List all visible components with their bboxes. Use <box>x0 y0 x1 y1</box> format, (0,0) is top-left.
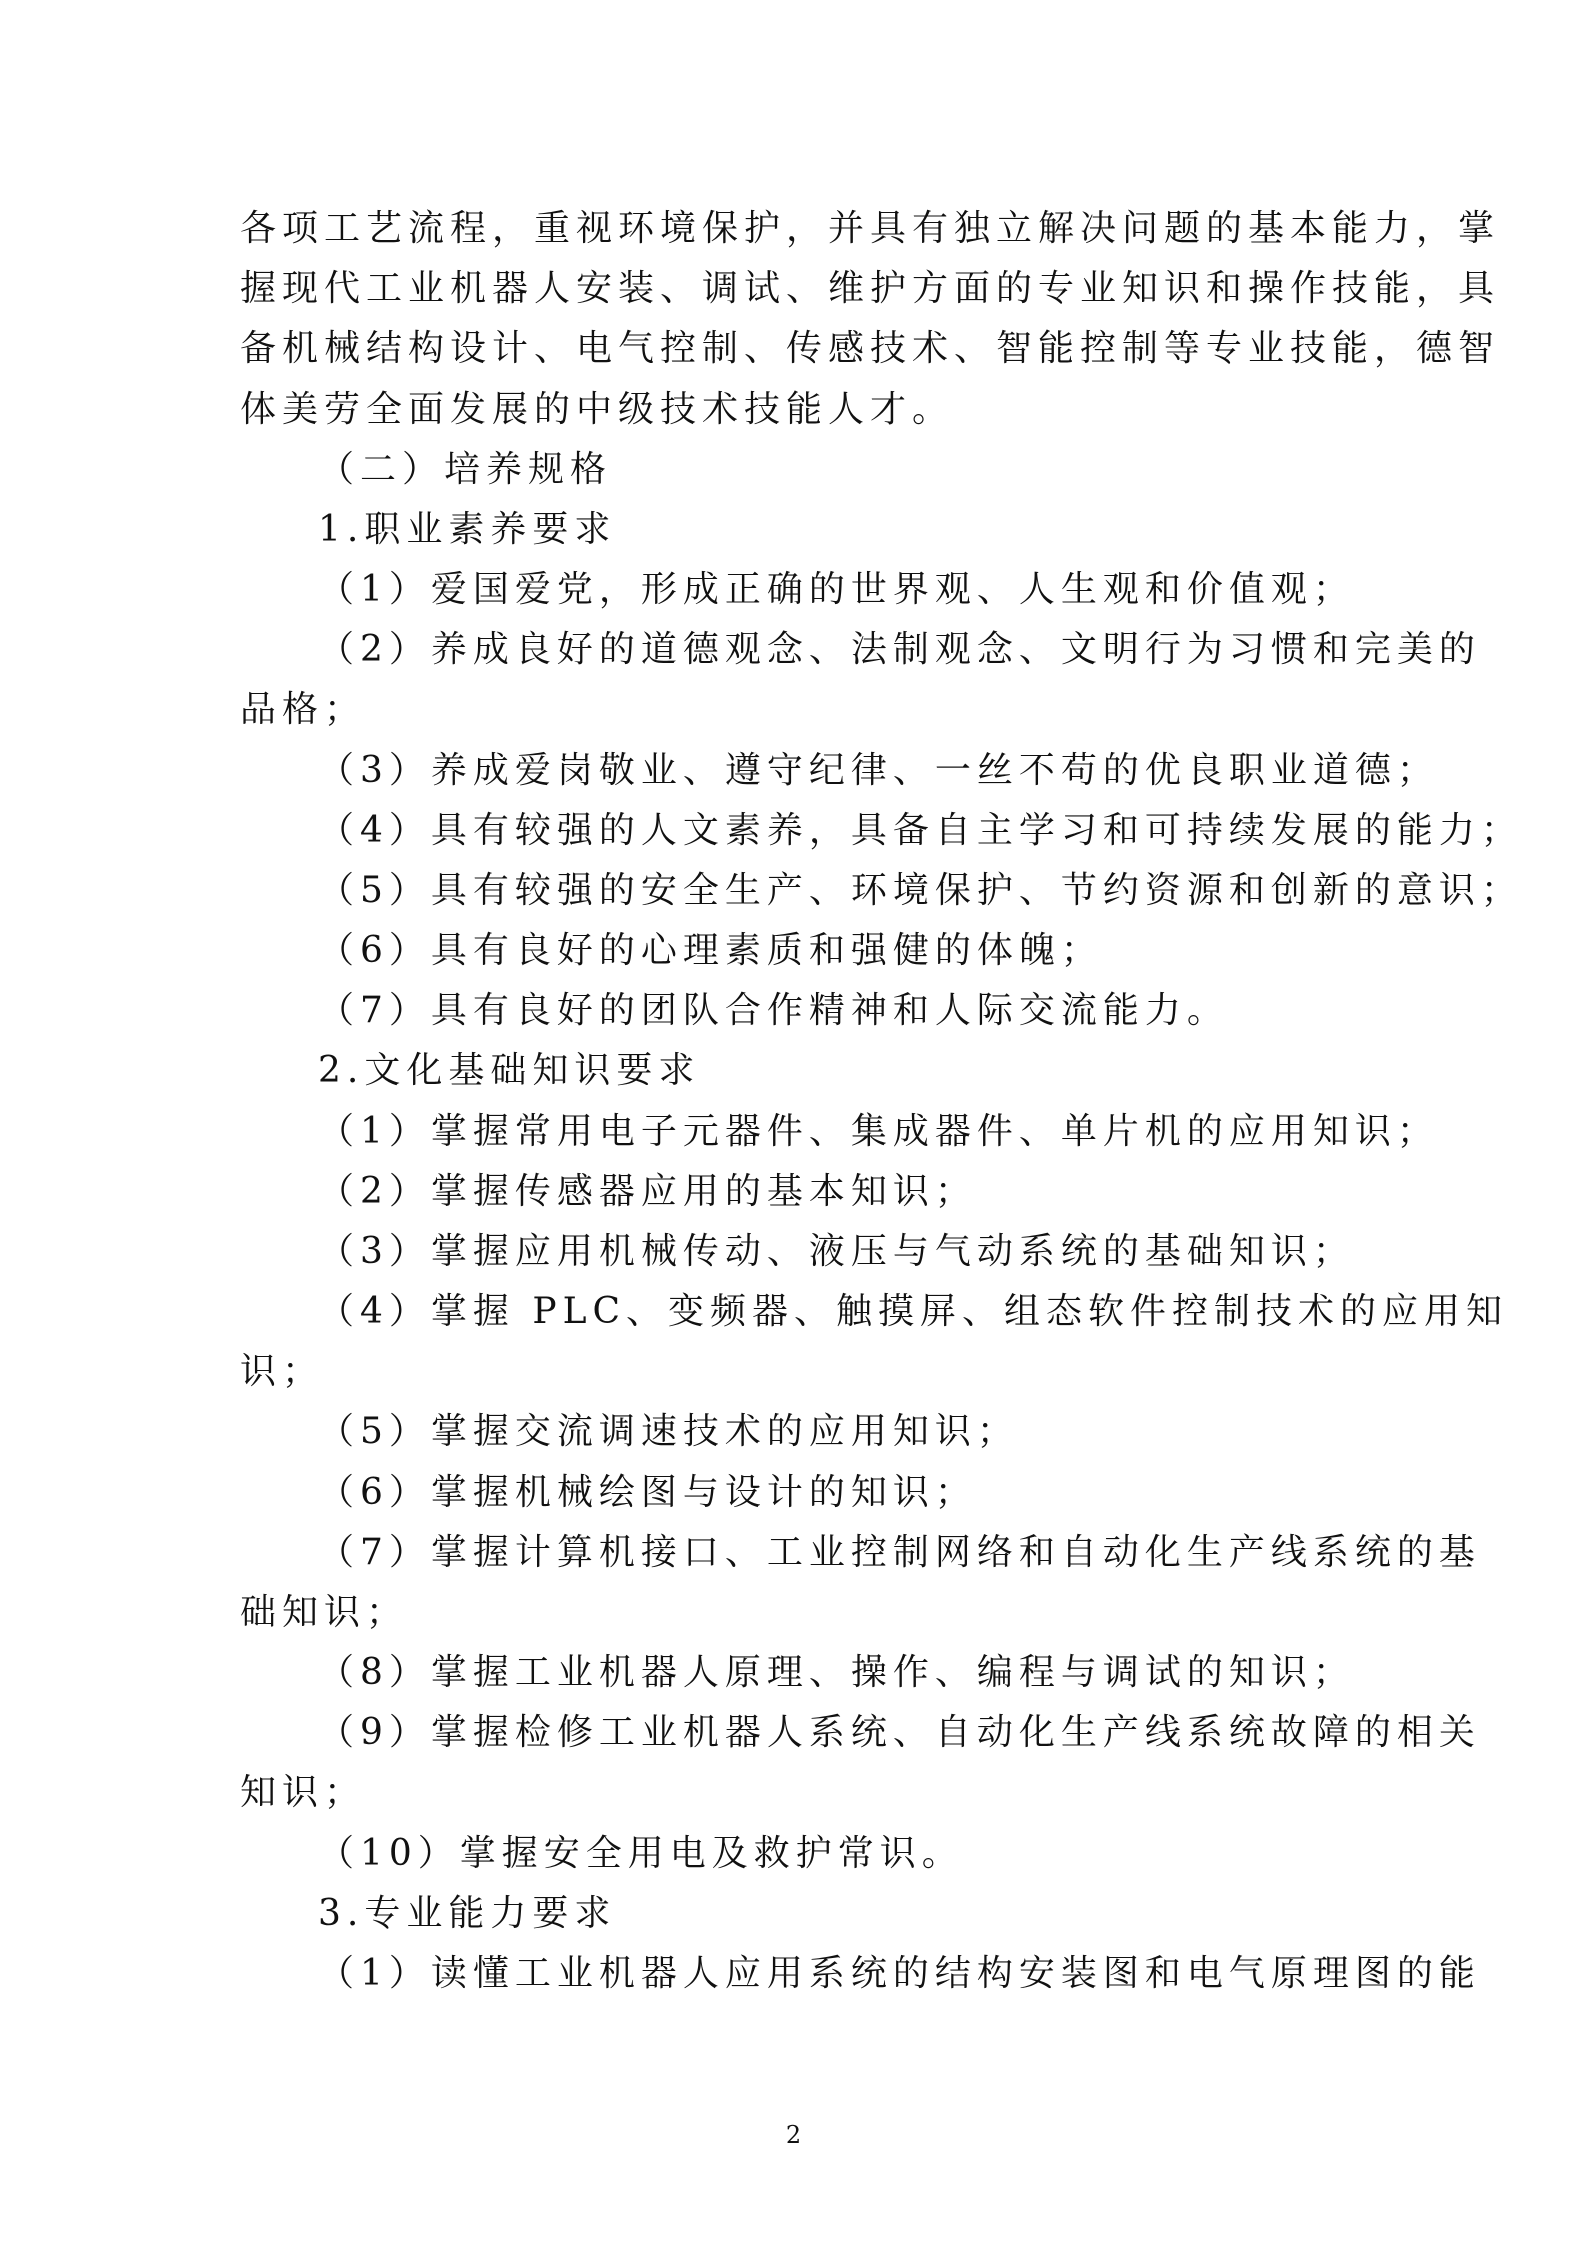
list-item: （2）掌握传感器应用的基本知识； <box>318 1171 977 1212</box>
section-heading: （二）培养规格 <box>318 449 613 490</box>
list-item: （5）掌握交流调速技术的应用知识； <box>318 1411 1019 1452</box>
list-item: （3）养成爱岗敬业、遵守纪律、一丝不苟的优良职业道德； <box>318 750 1439 791</box>
list-item: （1）读懂工业机器人应用系统的结构安装图和电气原理图的能 <box>318 1953 1481 1994</box>
list-item: （4）掌握 PLC、变频器、触摸屏、组态软件控制技术的应用知 <box>318 1291 1509 1332</box>
list-item: （4）具有较强的人文素养，具备自主学习和可持续发展的能力； <box>318 810 1523 851</box>
list-item: （6）掌握机械绘图与设计的知识； <box>318 1472 977 1513</box>
list-item: （1）掌握常用电子元器件、集成器件、单片机的应用知识； <box>318 1111 1439 1152</box>
list-item: （8）掌握工业机器人原理、操作、编程与调试的知识； <box>318 1652 1355 1693</box>
body-text-line: 各项工艺流程，重视环境保护，并具有独立解决问题的基本能力，掌 <box>240 208 1501 249</box>
body-text-line: 体美劳全面发展的中级技术技能人才。 <box>240 389 955 430</box>
list-item: （9）掌握检修工业机器人系统、自动化生产线系统故障的相关 <box>318 1712 1481 1753</box>
body-text-line: 备机械结构设计、电气控制、传感技术、智能控制等专业技能，德智 <box>240 328 1501 369</box>
list-item: （5）具有较强的安全生产、环境保护、节约资源和创新的意识； <box>318 870 1523 911</box>
subsection-heading: 3.专业能力要求 <box>318 1893 617 1934</box>
list-item-continuation: 品格； <box>240 689 367 730</box>
page-number: 2 <box>785 2121 802 2149</box>
list-item: （1）爱国爱党，形成正确的世界观、人生观和价值观； <box>318 569 1355 610</box>
list-item-continuation: 础知识； <box>240 1592 409 1633</box>
subsection-heading: 2.文化基础知识要求 <box>318 1050 701 1091</box>
list-item: （3）掌握应用机械传动、液压与气动系统的基础知识； <box>318 1231 1355 1272</box>
list-item: （2）养成良好的道德观念、法制观念、文明行为习惯和完美的 <box>318 629 1481 670</box>
list-item: （6）具有良好的心理素质和强健的体魄； <box>318 930 1103 971</box>
list-item-continuation: 识； <box>240 1351 325 1392</box>
list-item-continuation: 知识； <box>240 1772 367 1813</box>
list-item: （7）掌握计算机接口、工业控制网络和自动化生产线系统的基 <box>318 1532 1481 1573</box>
subsection-heading: 1.职业素养要求 <box>318 509 617 550</box>
list-item: （7）具有良好的团队合作精神和人际交流能力。 <box>318 990 1229 1031</box>
body-text-line: 握现代工业机器人安装、调试、维护方面的专业知识和操作技能，具 <box>240 268 1501 309</box>
list-item: （10）掌握安全用电及救护常识。 <box>318 1833 964 1874</box>
